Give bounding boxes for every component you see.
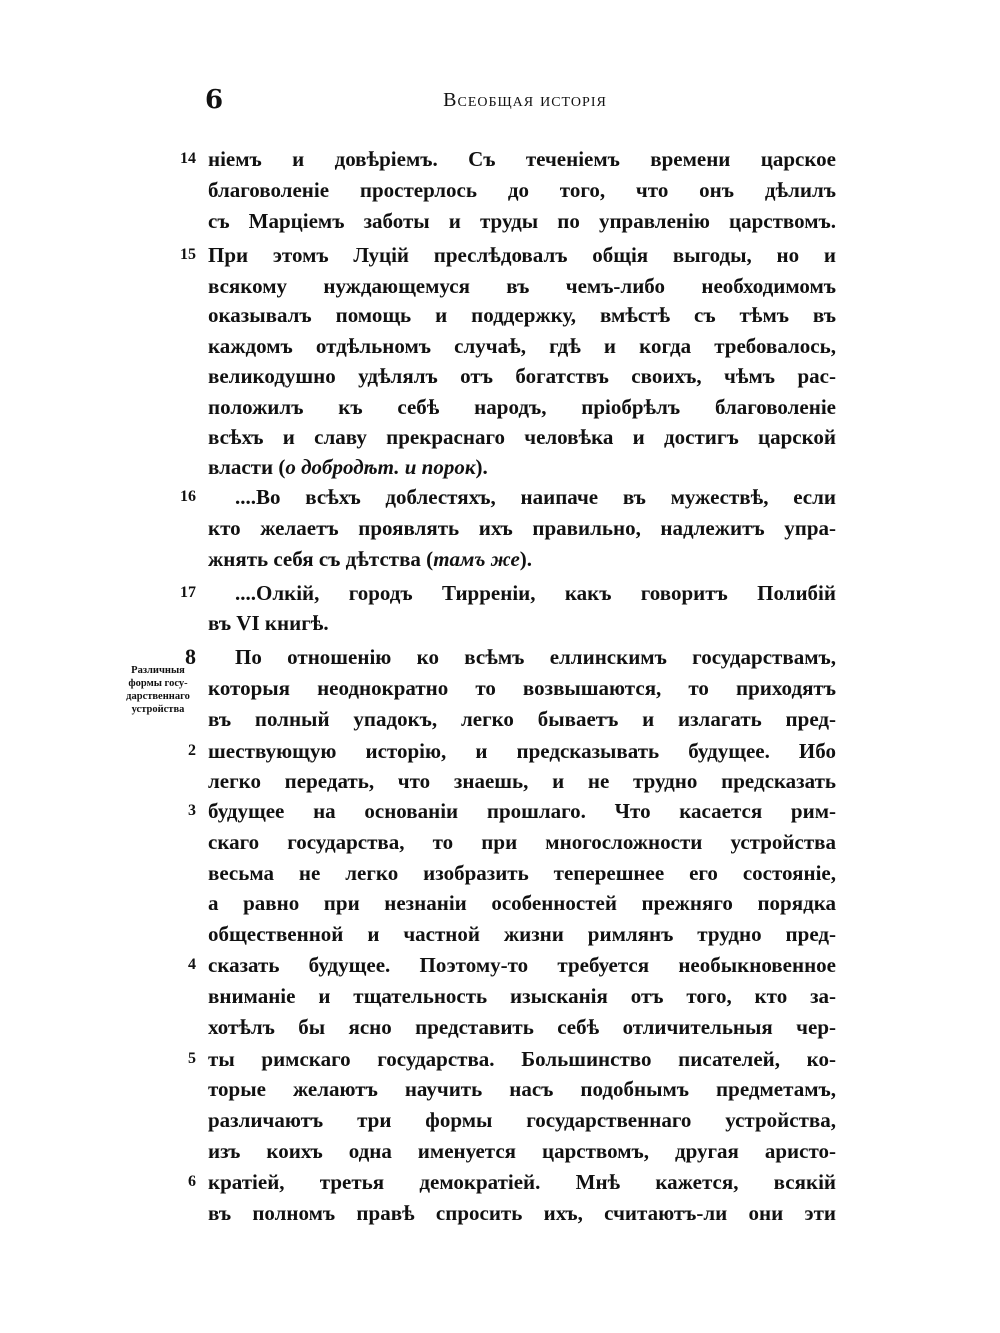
sidenote-line: формы госу- [128,678,188,689]
text-line: ....Во всѣхъ доблестяхъ, наипаче въ мужествѣ, если [235,485,836,509]
text-line: въ VI книгѣ. [208,611,329,635]
text-line: сказать будущее. Поэтому-то требуется необыкновенное [208,953,836,977]
text-line: ....Олкій, городъ Тирреніи, какъ говоритъ Полибій [235,581,836,605]
text-line: благоволеніе простерлось до того, что онъ дѣлилъ [208,178,836,202]
text-line: съ Марціемъ заботы и труды по управленію царствомъ. [208,209,836,233]
text-line: шествующую исторію, и предсказывать будущее. Ибо [208,739,836,763]
text-line: общественной и частной жизни римлянъ трудно пред- [208,922,836,946]
text-line: всѣхъ и славу прекраснаго человѣка и достигъ царской [208,425,836,449]
margin-number-3: 3 [188,802,196,819]
text-line: положилъ къ себѣ народъ, пріобрѣлъ благоволеніе [208,395,836,419]
margin-sidenote [108,664,208,716]
text-line: а равно при незнаніи особенностей прежняго порядка [208,891,836,915]
text-line: будущее на основаніи прошлаго. Что касается рим- [208,799,836,823]
citation-italic: тамъ же [433,547,520,571]
text-line: ты римскаго государства. Большинство писателей, ко- [208,1047,836,1071]
page-header [205,85,845,125]
text-line: ніемъ и довѣріемъ. Съ теченіемъ времени царское [208,147,836,171]
text-line: въ полный упадокъ, легко бываетъ и излагать пред- [208,707,836,731]
text-line: хотѣлъ бы ясно представить себѣ отличительныя чер- [208,1015,836,1039]
margin-number-14: 14 [180,150,196,167]
text-line: великодушно удѣлялъ отъ богатствъ своихъ, чѣмъ рас- [208,364,836,388]
text-line: вниманіе и тщательность изысканія отъ того, кто за- [208,984,836,1008]
text-line [208,451,836,483]
text-line: легко передать, что знаешь, и не трудно предсказать [208,769,836,793]
margin-number-6: 6 [188,1173,196,1190]
text-line: которыя неоднократно то возвышаются, то приходятъ [208,676,836,700]
text-fragment: жнять себя съ дѣтства ( [208,547,434,571]
text-fragment: ). [475,455,488,479]
text-line: кратіей, третья демократіей. Мнѣ кажется, всякій [208,1170,836,1194]
text-line: различаютъ три формы государственнаго устройства, [208,1108,836,1132]
text-fragment: ). [519,547,533,571]
margin-number-5: 5 [188,1050,196,1067]
sidenote-line: устройства [131,704,185,715]
margin-number-4: 4 [188,956,196,973]
citation-italic: о добродѣт. и порок [285,455,476,479]
page-number: 6 [205,85,224,115]
text-line [208,543,836,575]
margin-number-2: 2 [188,742,196,759]
text-fragment: власти ( [208,455,286,479]
text-line: По отношенію ко всѣмъ еллинскимъ государствамъ, [235,645,836,669]
text-line: въ полномъ правѣ спросить ихъ, считаютъ-ли они эти [208,1201,836,1225]
sidenote-line: Различныя [131,665,185,676]
text-line: кто желаетъ проявлять ихъ правильно, надлежитъ упра- [208,516,836,540]
text-line: скаго государства, то при многосложности устройства [208,830,836,854]
text-line: весьма не легко изобразить теперешнее его состояніе, [208,861,836,885]
text-line: При этомъ Луцій преслѣдовалъ общія выгоды, но и [208,243,836,267]
running-head: Всеобщая исторія [443,89,607,111]
text-line: каждомъ отдѣльномъ случаѣ, гдѣ и когда требовалось, [208,334,836,358]
section-number-8: 8 [185,644,196,669]
margin-number-15: 15 [180,246,196,263]
text-line: всякому нуждающемуся въ чемъ-либо необходимомъ [208,274,836,298]
margin-number-16: 16 [180,488,196,505]
margin-number-17: 17 [180,584,196,601]
text-line: торые желаютъ научить насъ подобнымъ предметамъ, [208,1077,836,1101]
text-line: изъ коихъ одна именуется царствомъ, другая аристо- [208,1139,836,1163]
text-line: оказывалъ помощь и поддержку, вмѣстѣ съ тѣмъ въ [208,303,836,327]
sidenote-line: дарственнаго [126,691,190,702]
